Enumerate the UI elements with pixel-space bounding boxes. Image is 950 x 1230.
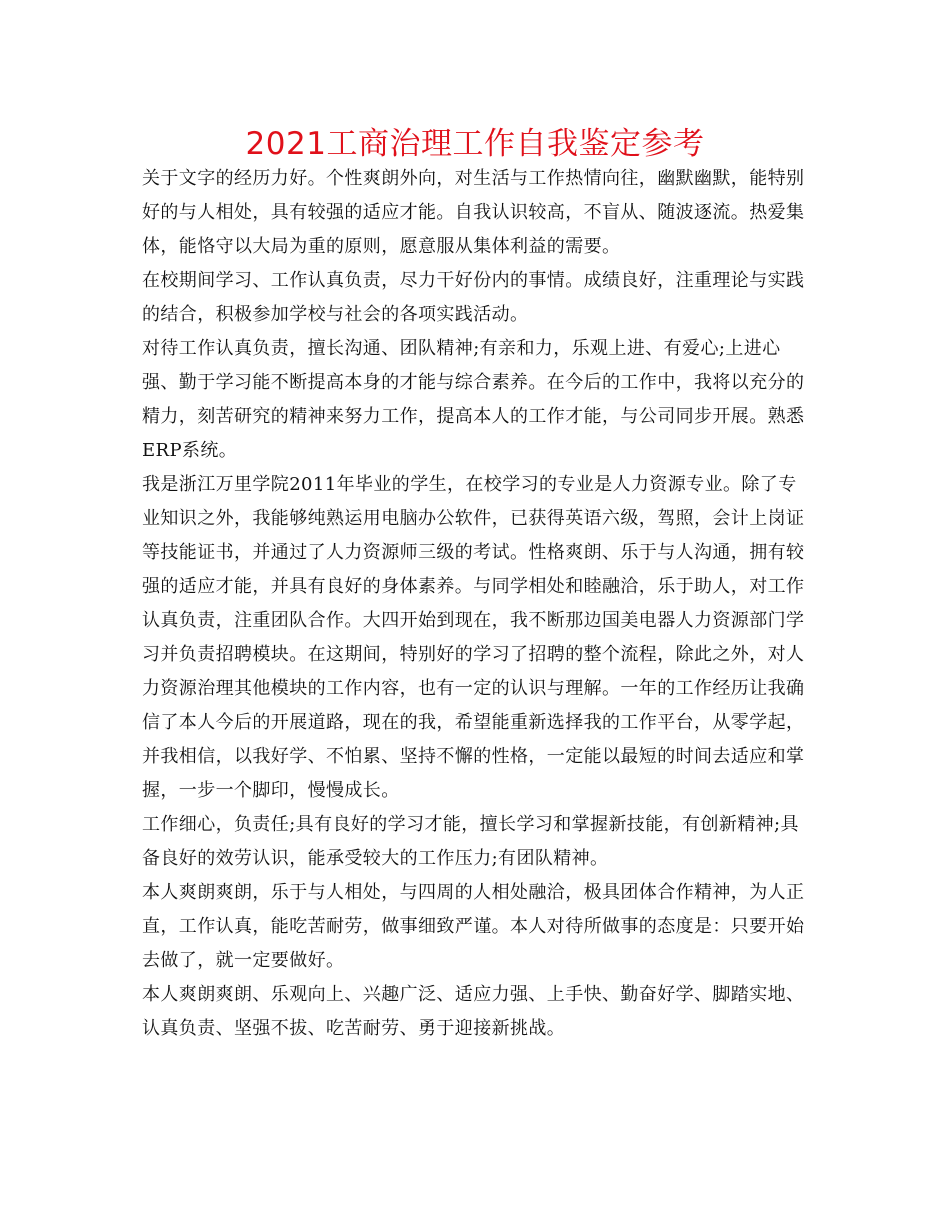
paragraph-character: 本人爽朗爽朗，乐于与人相处，与四周的人相处融洽，极具团体合作精神，为人正直，工作认真，能吃苦耐劳，做事细致严谨。本人对待所做事的态度是：只要开始去做了，就一定要做好。	[142, 882, 805, 971]
paragraph-work-attitude: 对待工作认真负责，擅长沟通、团队精神;有亲和力，乐观上进、有爱心;上进心强、勤于学习能不断提高本身的才能与综合素养。在今后的工作中，我将以充分的精力，刻苦研究的精神来努力工作，提高本人的工作才能，与公司同步开展。熟悉ERP系统。	[142, 338, 805, 461]
paragraph-personality: 关于文字的经历力好。个性爽朗外向，对生活与工作热情向往，幽默幽默，能特别好的与人相处，具有较强的适应才能。自我认识较高，不盲从、随波逐流。热爱集体，能恪守以大局为重的原则，愿意服从集体利益的需要。	[142, 168, 805, 257]
document-body	[142, 162, 814, 1046]
document-title: 2021工商治理工作自我鉴定参考	[245, 126, 705, 162]
paragraph-strengths: 工作细心，负责任;具有良好的学习才能，擅长学习和掌握新技能，有创新精神;具备良好的效劳认识，能承受较大的工作压力;有团队精神。	[142, 814, 799, 869]
paragraph-summary: 本人爽朗爽朗、乐观向上、兴趣广泛、适应力强、上手快、勤奋好学、脚踏实地、认真负责、坚强不拔、吃苦耐劳、勇于迎接新挑战。	[142, 984, 805, 1039]
paragraph-school-period: 在校期间学习、工作认真负责，尽力干好份内的事情。成绩良好，注重理论与实践的结合，积极参加学校与社会的各项实践活动。	[142, 270, 805, 325]
paragraph-background: 我是浙江万里学院2011年毕业的学生，在校学习的专业是人力资源专业。除了专业知识之外，我能够纯熟运用电脑办公软件，已获得英语六级，驾照，会计上岗证等技能证书，并通过了人力资源师三级的考试。性格爽朗、乐于与人沟通，拥有较强的适应才能，并具有良好的身体素养。与同学相处和睦融洽，乐于助人，对工作认真负责，注重团队合作。大四开始到现在，我不断那边国美电器人力资源部门学习并负责招聘模块。在这期间，特别好的学习了招聘的整个流程，除此之外，对人力资源治理其他模块的工作内容，也有一定的认识与理解。一年的工作经历让我确信了本人今后的开展道路，现在的我，希望能重新选择我的工作平台，从零学起，并我相信，以我好学、不怕累、坚持不懈的性格，一定能以最短的时间去适应和掌握，一步一个脚印，慢慢成长。	[142, 474, 805, 801]
